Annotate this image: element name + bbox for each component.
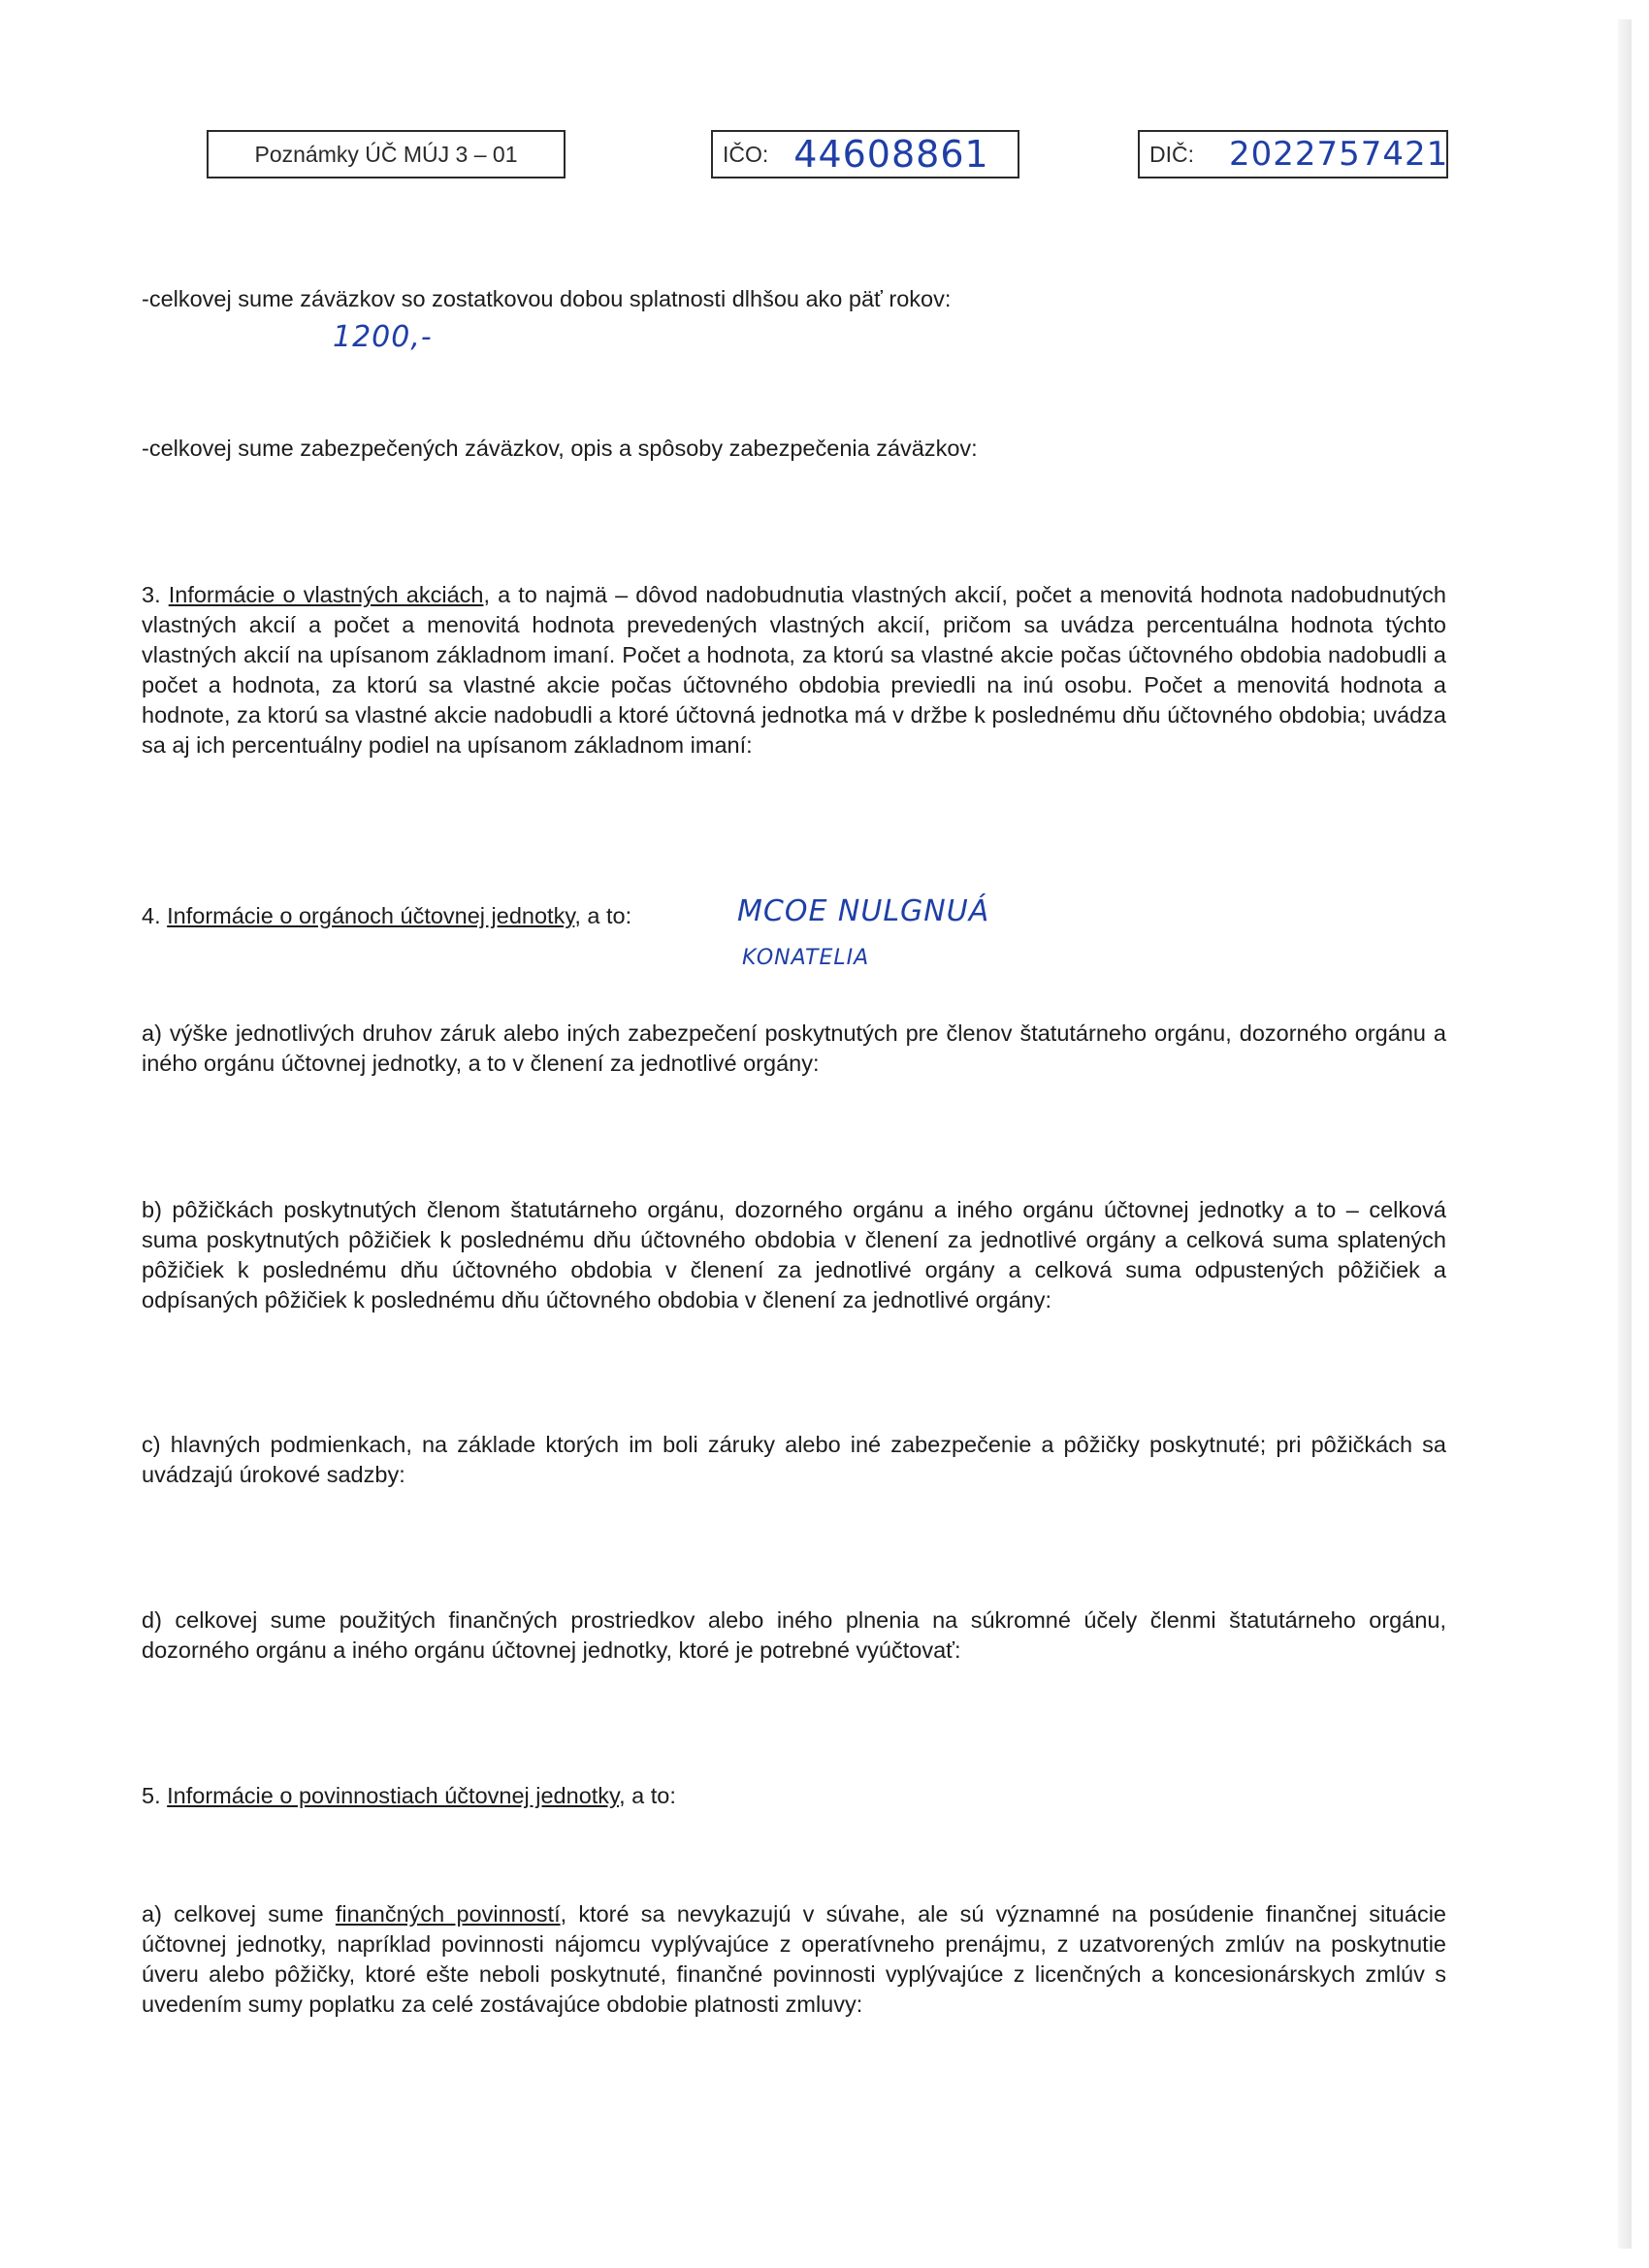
section-5-suffix: , a to:	[619, 1783, 676, 1808]
section-4-handwritten-name: MCOE NULGNUÁ	[737, 894, 990, 928]
dic-box	[1138, 130, 1448, 178]
section-4-heading-line	[142, 901, 646, 931]
section-4d-text: d) celkovej sume použitých finančných prostriedkov alebo iného plnenia na súkromné účely členmi štatutárneho orgánu, dozorného orgánu a iného orgánu účtovnej jednotky, ktoré je potrebné vyúčtovať:	[142, 1607, 1446, 1663]
section-4a-text: a) výške jednotlivých druhov záruk alebo iných zabezpečení poskytnutých pre členov štatutárneho orgánu, dozorného orgánu a iného orgánu účtovnej jednotky, a to v členení za jednotlivé orgány:	[142, 1021, 1446, 1076]
form-label-box	[207, 130, 566, 178]
page-edge-shadow	[1618, 19, 1632, 2249]
section-5-heading-line	[142, 1781, 1446, 1811]
section-4-handwritten-role: KONATELIA	[742, 946, 870, 970]
section-5a-link: finančných povinností	[335, 1901, 561, 1927]
section-5-heading: Informácie o povinnostiach účtovnej jednotky	[167, 1783, 620, 1808]
section-5a-prefix: a) celkovej sume	[142, 1901, 336, 1927]
dic-value: 2022757421	[1229, 135, 1449, 174]
ico-label: IČO:	[723, 141, 769, 167]
section-3-heading: Informácie o vlastných akciách	[168, 582, 484, 607]
section-3-number: 3.	[142, 582, 161, 607]
section-4-suffix: , a to:	[574, 903, 632, 928]
section-3-paragraph	[142, 580, 1446, 761]
long-term-liabilities-text: -celkovej sume záväzkov so zostatkovou dobou splatnosti dlhšou ako päť rokov:	[142, 286, 952, 311]
form-label: Poznámky ÚČ MÚJ 3 – 01	[254, 141, 518, 167]
long-term-liabilities-value: 1200,-	[333, 320, 433, 354]
section-4b-text: b) pôžičkách poskytnutých členom štatutárneho orgánu, dozorného orgánu a iného orgánu účtovnej jednotky a to – celková suma poskytnutých pôžičiek k poslednému dňu účtovného obdobia v členení za jednotlivé orgány a celková suma splatených pôžičiek k poslednému dňu účtovného obdobia v členení za jednotlivé orgány a celková suma odpustených pôžičiek a odpísaných pôžičiek k poslednému dňu účtovného obdobia v členení za jednotlivé orgány:	[142, 1197, 1446, 1312]
section-5a-body: , ktoré sa nevykazujú v súvahe, ale sú významné na posúdenie finančnej situácie účtovnej jednotky, napríklad povinnosti nájomcu vyplývajúce z operatívneho prenájmu, z uzatvorených zmlúv na poskytnutie úveru alebo pôžičky, ktoré ešte neboli poskytnuté, finančné povinnosti vyplývajúce z licenčných a koncesionárskych zmlúv s uvedením sumy poplatku za celé zostávajúce obdobie platnosti zmluvy:	[142, 1901, 1446, 2017]
ico-box	[711, 130, 1019, 178]
ico-value: 44608861	[793, 133, 989, 176]
section-4-heading: Informácie o orgánoch účtovnej jednotky	[167, 903, 575, 928]
section-4-number: 4.	[142, 903, 161, 928]
section-3-body: , a to najmä – dôvod nadobudnutia vlastných akcií, počet a menovitá hodnota nadobudnutých vlastných akcií a počet a menovitá hodnota prevedených vlastných akcií, pričom sa uvádza percentuálna hodnota týchto vlastných akcií na upísanom základnom imaní. Počet a hodnota, za ktorú sa vlastné akcie počas účtovného obdobia nadobudli a počet a hodnota, za ktorú sa vlastné akcie počas účtovného obdobia previedli na inú osobu. Počet a menovitá hodnota a hodnote, za ktorú sa vlastné akcie nadobudli a ktoré účtovná jednotka má v držbe k poslednému dňu účtovného obdobia; uvádza sa aj ich percentuálny podiel na upísanom základnom imaní:	[142, 582, 1446, 758]
dic-label: DIČ:	[1149, 141, 1194, 167]
section-5a-paragraph	[142, 1899, 1446, 2020]
section-5-number: 5.	[142, 1783, 161, 1808]
section-4c-text: c) hlavných podmienkach, na základe ktorých im boli záruky alebo iné zabezpečenie a pôžičky poskytnuté; pri pôžičkách sa uvádzajú úrokové sadzby:	[142, 1432, 1446, 1487]
secured-liabilities-text: -celkovej sume zabezpečených záväzkov, opis a spôsoby zabezpečenia záväzkov:	[142, 436, 978, 461]
